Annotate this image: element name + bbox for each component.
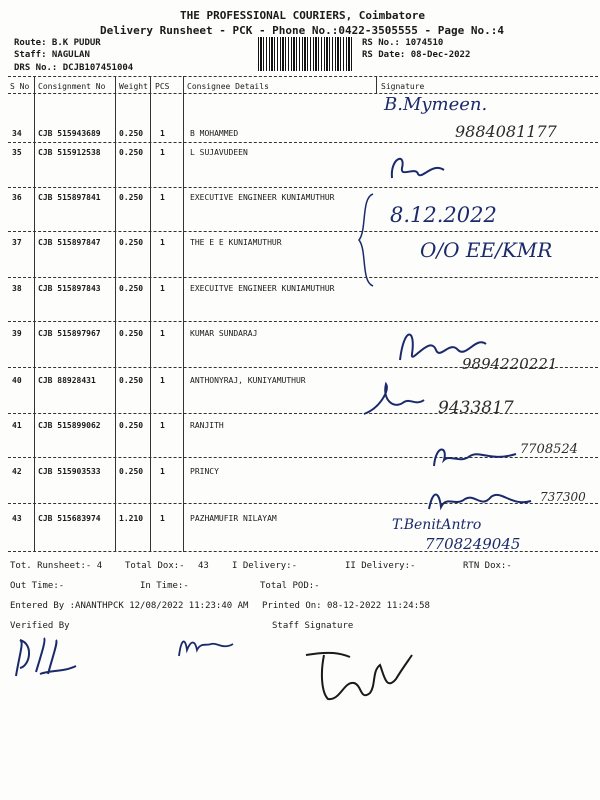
row-weight: 0.250 [119, 376, 144, 385]
ii-delivery: II Delivery:- [345, 561, 416, 571]
handwriting-r39-phone: 9894220221 [462, 355, 558, 373]
row-pcs: 1 [160, 284, 165, 293]
rs-date: RS Date: 08-Dec-2022 [362, 50, 471, 60]
row-weight: 0.250 [119, 329, 144, 338]
i-delivery: I Delivery:- [232, 561, 298, 571]
row-consignment: CJB 88928431 [38, 376, 96, 385]
tot-runsheet: Tot. Runsheet:- 4 [10, 561, 103, 571]
handwriting-r37-office: O/O EE/KMR [420, 238, 553, 262]
row-weight: 0.250 [119, 129, 144, 138]
row-weight: 0.250 [119, 193, 144, 202]
row-weight: 0.250 [119, 238, 144, 247]
row-rule [8, 187, 598, 188]
table-row [0, 514, 600, 534]
row-consignment: CJB 515897841 [38, 193, 101, 202]
row-pcs: 1 [160, 129, 165, 138]
signature-r40 [360, 380, 430, 420]
handwriting-r34-name: B.Mymeen. [384, 94, 488, 115]
handwriting-r42-phone: 737300 [540, 490, 586, 504]
row-consignee: PAZHAMUFIR NILAYAM [190, 514, 277, 523]
row-consignee: KUMAR SUNDARAJ [190, 329, 258, 338]
row-consignment: CJB 515943689 [38, 129, 101, 138]
row-rule [8, 142, 598, 143]
row-sno: 35 [12, 148, 22, 157]
row-sno: 43 [12, 514, 22, 523]
row-consignment: CJB 515912538 [38, 148, 101, 157]
row-pcs: 1 [160, 193, 165, 202]
row-consignment: CJB 515897847 [38, 238, 101, 247]
out-time: Out Time:- [10, 581, 65, 591]
row-weight: 0.250 [119, 284, 144, 293]
row-weight: 0.250 [119, 421, 144, 430]
row-consignment: CJB 515897843 [38, 284, 101, 293]
row-pcs: 1 [160, 148, 165, 157]
handwriting-r43-name: T.BenitAntro [392, 517, 482, 533]
row-consignment: CJB 515903533 [38, 467, 101, 476]
barcode [258, 37, 354, 71]
row-pcs: 1 [160, 238, 165, 247]
row-consignee: EXECUTIVE ENGINEER KUNIAMUTHUR [190, 193, 335, 202]
row-sno: 42 [12, 467, 22, 476]
printed-on: Printed On: 08-12-2022 11:24:58 [262, 601, 430, 611]
row-pcs: 1 [160, 467, 165, 476]
row-pcs: 1 [160, 329, 165, 338]
drs-number: DRS No.: DCJB107451004 [14, 63, 134, 73]
col-weight: Weight [119, 82, 148, 91]
staff-label: Staff: NAGULAN [14, 50, 90, 60]
rtn-dox: RTN Dox:- [463, 561, 512, 571]
col-pcs: PCS [155, 82, 170, 91]
row-sno: 37 [12, 238, 22, 247]
row-consignee: RANJITH [190, 421, 224, 430]
col-sno: S No [10, 82, 30, 91]
table-row [0, 329, 600, 349]
signature-r35 [388, 148, 448, 184]
table-row [0, 467, 600, 487]
col-consignee: Consignee Details [187, 82, 269, 91]
total-dox-value: 43 [198, 561, 209, 571]
row-weight: 0.250 [119, 148, 144, 157]
row-pcs: 1 [160, 514, 165, 523]
rs-number: RS No.: 1074510 [362, 38, 444, 48]
handwriting-r41-phone: 7708524 [520, 442, 578, 457]
handwriting-r36-date: 8.12.2022 [390, 203, 497, 227]
total-dox-label: Total Dox:- [125, 561, 185, 571]
row-consignee: ANTHONYRAJ, KUNIYAMUTHUR [190, 376, 306, 385]
verifier-signature [10, 632, 80, 682]
row-consignment: CJB 515897967 [38, 329, 101, 338]
row-sno: 39 [12, 329, 22, 338]
initials-signature [175, 632, 237, 660]
table-row [0, 376, 600, 396]
verified-by-label: Verified By [10, 621, 70, 631]
row-sno: 36 [12, 193, 22, 202]
table-row [0, 421, 600, 441]
row-consignment: CJB 515899062 [38, 421, 101, 430]
row-consignee: THE E E KUNIAMUTHUR [190, 238, 282, 247]
row-consignment: CJB 515683974 [38, 514, 101, 523]
col-divider [376, 76, 377, 94]
row-consignee: EXECUITVE ENGINEER KUNIAMUTHUR [190, 284, 335, 293]
signature-r41 [430, 440, 520, 470]
header-top-rule [8, 76, 598, 77]
table-row [0, 193, 600, 213]
table-row [0, 148, 600, 168]
handwriting-r34-phone: 9884081177 [455, 122, 557, 141]
header-bottom-rule [8, 93, 598, 94]
entered-by: Entered By :ANANTHPCK 12/08/2022 11:23:40 AM [10, 601, 249, 611]
row-pcs: 1 [160, 376, 165, 385]
row-rule [8, 277, 598, 278]
staff-signature [300, 645, 415, 705]
handwriting-r43-phone: 7708249045 [425, 535, 521, 553]
row-sno: 38 [12, 284, 22, 293]
row-consignee: PRINCY [190, 467, 219, 476]
staff-signature-label: Staff Signature [272, 621, 354, 631]
row-consignee: L SUJAVUDEEN [190, 148, 248, 157]
in-time: In Time:- [140, 581, 189, 591]
route-label: Route: B.K PUDUR [14, 38, 101, 48]
row-weight: 1.210 [119, 514, 144, 523]
signature-r42 [425, 485, 535, 515]
row-sno: 34 [12, 129, 22, 138]
table-row [0, 284, 600, 304]
col-consignment: Consignment No [38, 82, 106, 91]
row-pcs: 1 [160, 421, 165, 430]
row-weight: 0.250 [119, 467, 144, 476]
company-title: THE PROFESSIONAL COURIERS, Coimbatore [180, 9, 426, 22]
handwriting-r40-phone: 9433817 [438, 398, 514, 418]
total-pod: Total POD:- [260, 581, 320, 591]
row-rule [8, 321, 598, 322]
row-sno: 40 [12, 376, 22, 385]
brace-icon [355, 190, 377, 290]
row-rule [8, 231, 598, 232]
row-sno: 41 [12, 421, 22, 430]
row-consignee: B MOHAMMED [190, 129, 239, 138]
col-signature: Signature [381, 82, 425, 91]
runsheet-subtitle: Delivery Runsheet - PCK - Phone No.:0422-3505555 - Page No.:4 [100, 24, 504, 37]
